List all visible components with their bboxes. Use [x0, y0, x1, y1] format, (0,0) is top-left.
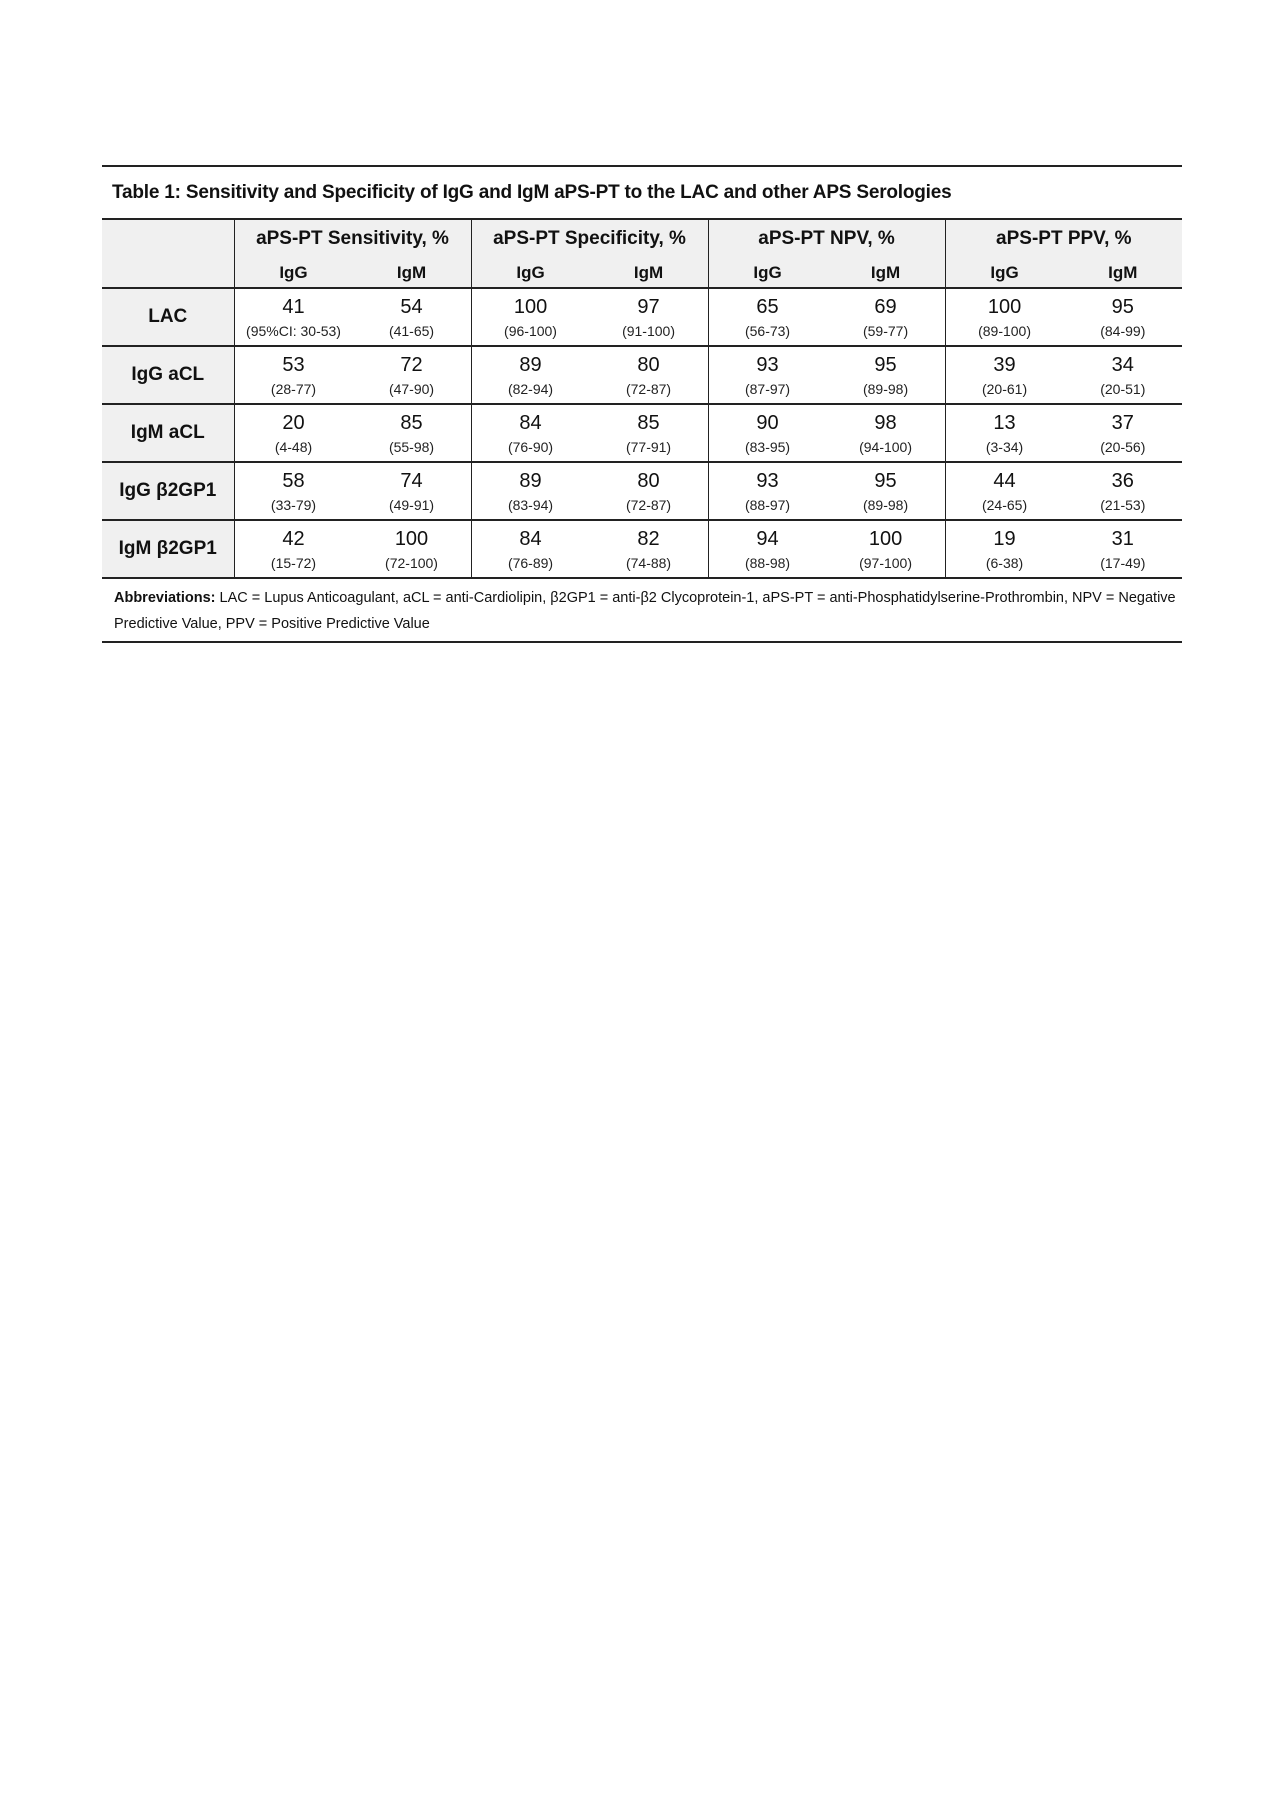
table-row	[102, 520, 1182, 578]
cell-value: 85	[637, 412, 660, 434]
cell-confidence-interval: (97-100)	[859, 555, 912, 571]
table-row	[102, 288, 1182, 346]
row-label: IgG β2GP1	[102, 462, 234, 520]
row-label: IgM aCL	[102, 404, 234, 462]
data-cell	[590, 462, 709, 520]
column-group-ppv: aPS-PT PPV, %	[945, 220, 1182, 258]
cell-confidence-interval: (3-34)	[985, 439, 1024, 455]
cell-value: 53	[282, 354, 305, 376]
data-cell	[234, 288, 353, 346]
cell-value: 93	[756, 354, 779, 376]
cell-value: 100	[987, 296, 1022, 318]
table-row	[102, 346, 1182, 404]
data-cell	[353, 462, 472, 520]
sub-header-igg: IgG	[234, 258, 353, 288]
cell-value: 31	[1111, 528, 1134, 550]
cell-value: 80	[637, 470, 660, 492]
cell-value: 100	[868, 528, 903, 550]
data-cell	[708, 288, 827, 346]
data-cell	[708, 346, 827, 404]
cell-confidence-interval: (76-89)	[507, 555, 554, 571]
cell-confidence-interval: (89-98)	[862, 497, 909, 513]
cell-value: 95	[1111, 296, 1134, 318]
cell-value: 84	[519, 528, 542, 550]
cell-value: 19	[993, 528, 1016, 550]
data-cell	[471, 346, 590, 404]
cell-confidence-interval: (77-91)	[625, 439, 672, 455]
data-cell	[708, 520, 827, 578]
cell-confidence-interval: (21-53)	[1100, 497, 1146, 513]
cell-confidence-interval: (88-97)	[744, 497, 791, 513]
data-cell	[827, 462, 946, 520]
cell-confidence-interval: (95%CI: 30-53)	[246, 323, 341, 339]
table-body	[102, 288, 1182, 578]
cell-value: 90	[756, 412, 779, 434]
row-label: IgM β2GP1	[102, 520, 234, 578]
data-cell	[945, 462, 1064, 520]
cell-confidence-interval: (89-98)	[862, 381, 909, 397]
row-label: IgG aCL	[102, 346, 234, 404]
data-cell	[590, 346, 709, 404]
cell-confidence-interval: (91-100)	[622, 323, 675, 339]
cell-confidence-interval: (47-90)	[388, 381, 435, 397]
column-group-header-row	[102, 220, 1182, 258]
cell-confidence-interval: (88-98)	[744, 555, 791, 571]
abbreviations-label: Abbreviations:	[114, 590, 216, 606]
sub-header-igg: IgG	[945, 258, 1064, 288]
cell-confidence-interval: (96-100)	[504, 323, 557, 339]
data-cell	[827, 520, 946, 578]
column-group-npv: aPS-PT NPV, %	[708, 220, 945, 258]
data-cell	[471, 520, 590, 578]
cell-confidence-interval: (20-56)	[1100, 439, 1146, 455]
cell-value: 89	[519, 354, 542, 376]
column-group-sensitivity: aPS-PT Sensitivity, %	[234, 220, 471, 258]
sub-header-igm: IgM	[827, 258, 946, 288]
cell-confidence-interval: (24-65)	[981, 497, 1028, 513]
cell-confidence-interval: (83-95)	[744, 439, 791, 455]
cell-value: 74	[400, 470, 423, 492]
table-title: Table 1: Sensitivity and Specificity of IgG and IgM aPS-PT to the LAC and other APS Serologies	[102, 165, 1182, 220]
data-cell	[1064, 404, 1183, 462]
row-label: LAC	[102, 288, 234, 346]
cell-value: 37	[1111, 412, 1134, 434]
cell-confidence-interval: (59-77)	[862, 323, 909, 339]
cell-confidence-interval: (89-100)	[978, 323, 1031, 339]
data-cell	[353, 520, 472, 578]
sub-header-igm: IgM	[590, 258, 709, 288]
cell-confidence-interval: (72-87)	[625, 381, 672, 397]
cell-value: 13	[993, 412, 1016, 434]
data-cell	[1064, 288, 1183, 346]
cell-confidence-interval: (28-77)	[270, 381, 317, 397]
cell-value: 34	[1111, 354, 1134, 376]
sub-header-row	[102, 258, 1182, 288]
cell-confidence-interval: (56-73)	[744, 323, 791, 339]
cell-confidence-interval: (84-99)	[1100, 323, 1146, 339]
data-cell	[353, 288, 472, 346]
results-table	[102, 220, 1182, 579]
cell-confidence-interval: (20-61)	[981, 381, 1028, 397]
data-cell	[945, 288, 1064, 346]
cell-confidence-interval: (87-97)	[744, 381, 791, 397]
table-document	[102, 165, 1182, 643]
cell-value: 54	[400, 296, 423, 318]
column-group-specificity: aPS-PT Specificity, %	[471, 220, 708, 258]
data-cell	[945, 346, 1064, 404]
data-cell	[471, 288, 590, 346]
data-cell	[1064, 520, 1183, 578]
cell-value: 100	[394, 528, 429, 550]
cell-value: 95	[874, 470, 897, 492]
cell-confidence-interval: (49-91)	[388, 497, 435, 513]
cell-confidence-interval: (41-65)	[388, 323, 435, 339]
data-cell	[1064, 462, 1183, 520]
data-cell	[827, 288, 946, 346]
cell-value: 39	[993, 354, 1016, 376]
cell-value: 41	[282, 296, 305, 318]
sub-header-igm: IgM	[1064, 258, 1183, 288]
data-cell	[590, 404, 709, 462]
abbreviations-text: LAC = Lupus Anticoagulant, aCL = anti-Cardiolipin, β2GP1 = anti-β2 Clycoprotein-1, aPS-PT = anti-Phosphatidylserine-Prothrombin, NPV = Negative Predictive Value, PPV = Positive Predictive Value	[114, 590, 1176, 632]
data-cell	[234, 462, 353, 520]
data-cell	[234, 404, 353, 462]
abbreviations-note	[102, 579, 1182, 643]
cell-value: 44	[993, 470, 1016, 492]
cell-confidence-interval: (4-48)	[274, 439, 313, 455]
cell-value: 72	[400, 354, 423, 376]
cell-value: 94	[756, 528, 779, 550]
cell-value: 84	[519, 412, 542, 434]
sub-header-igg: IgG	[708, 258, 827, 288]
data-cell	[590, 520, 709, 578]
cell-value: 65	[756, 296, 779, 318]
cell-value: 89	[519, 470, 542, 492]
data-cell	[234, 346, 353, 404]
sub-header-igg: IgG	[471, 258, 590, 288]
cell-value: 69	[874, 296, 897, 318]
cell-value: 80	[637, 354, 660, 376]
data-cell	[471, 404, 590, 462]
data-cell	[590, 288, 709, 346]
cell-confidence-interval: (72-100)	[385, 555, 438, 571]
data-cell	[353, 404, 472, 462]
data-cell	[1064, 346, 1183, 404]
cell-confidence-interval: (20-51)	[1100, 381, 1146, 397]
cell-value: 93	[756, 470, 779, 492]
cell-value: 97	[637, 296, 660, 318]
data-cell	[353, 346, 472, 404]
cell-value: 42	[282, 528, 305, 550]
data-cell	[471, 462, 590, 520]
cell-value: 36	[1111, 470, 1134, 492]
cell-confidence-interval: (6-38)	[985, 555, 1024, 571]
cell-value: 95	[874, 354, 897, 376]
cell-confidence-interval: (82-94)	[507, 381, 554, 397]
cell-confidence-interval: (76-90)	[507, 439, 554, 455]
cell-confidence-interval: (74-88)	[625, 555, 672, 571]
cell-value: 58	[282, 470, 305, 492]
cell-confidence-interval: (15-72)	[270, 555, 317, 571]
cell-confidence-interval: (94-100)	[859, 439, 912, 455]
data-cell	[708, 404, 827, 462]
cell-confidence-interval: (17-49)	[1100, 555, 1146, 571]
corner-cell	[102, 220, 234, 288]
cell-confidence-interval: (55-98)	[388, 439, 435, 455]
cell-value: 20	[282, 412, 305, 434]
data-cell	[827, 404, 946, 462]
cell-value: 100	[513, 296, 548, 318]
table-row	[102, 462, 1182, 520]
cell-value: 98	[874, 412, 897, 434]
cell-value: 82	[637, 528, 660, 550]
cell-confidence-interval: (83-94)	[507, 497, 554, 513]
data-cell	[827, 346, 946, 404]
cell-value: 85	[400, 412, 423, 434]
cell-confidence-interval: (33-79)	[270, 497, 317, 513]
data-cell	[708, 462, 827, 520]
data-cell	[234, 520, 353, 578]
data-cell	[945, 520, 1064, 578]
cell-confidence-interval: (72-87)	[625, 497, 672, 513]
sub-header-igm: IgM	[353, 258, 472, 288]
table-row	[102, 404, 1182, 462]
data-cell	[945, 404, 1064, 462]
